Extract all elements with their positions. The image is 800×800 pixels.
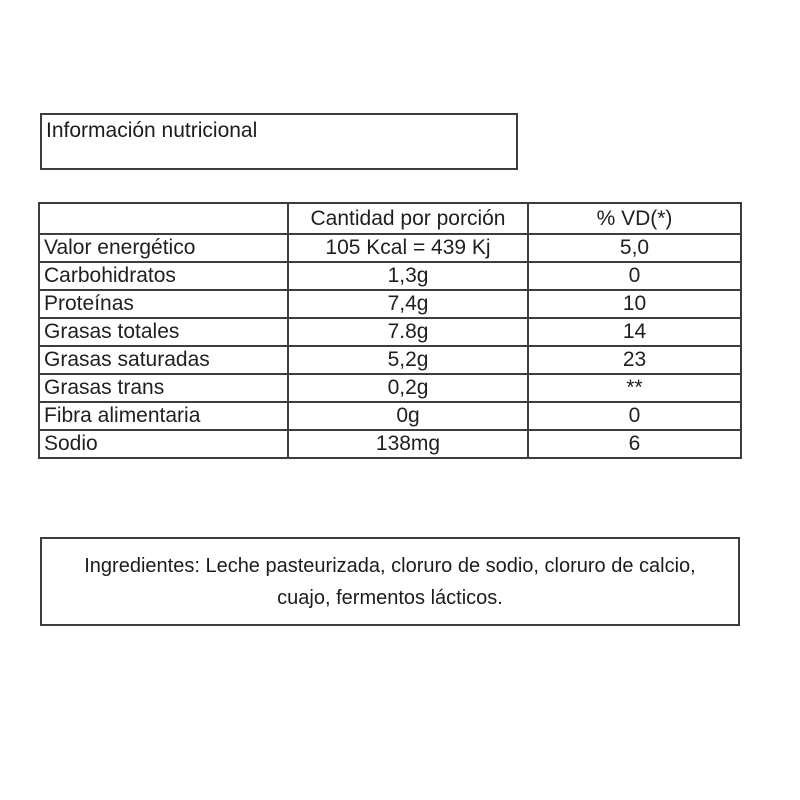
nutrition-info-title: Información nutricional [46, 119, 258, 142]
row-label: Valor energético [39, 234, 288, 262]
table-row [39, 262, 741, 290]
row-amount: 138mg [288, 430, 528, 458]
row-vd: 6 [528, 430, 741, 458]
table-row [39, 346, 741, 374]
table-row [39, 374, 741, 402]
table-row [39, 430, 741, 458]
nutrition-table [38, 202, 742, 459]
row-vd: 23 [528, 346, 741, 374]
table-row [39, 290, 741, 318]
row-amount: 7.8g [288, 318, 528, 346]
row-label: Sodio [39, 430, 288, 458]
row-amount: 5,2g [288, 346, 528, 374]
row-label: Carbohidratos [39, 262, 288, 290]
ingredients-text: Ingredientes: Leche pasteurizada, cloruro de sodio, cloruro de calcio, cuajo, fermentos lácticos. [84, 554, 696, 609]
ingredients-box [40, 537, 740, 626]
row-amount: 105 Kcal = 439 Kj [288, 234, 528, 262]
row-label: Grasas totales [39, 318, 288, 346]
row-amount: 0g [288, 402, 528, 430]
row-label: Grasas saturadas [39, 346, 288, 374]
row-amount: 7,4g [288, 290, 528, 318]
row-label: Fibra alimentaria [39, 402, 288, 430]
table-row [39, 402, 741, 430]
row-vd: 0 [528, 402, 741, 430]
row-label: Proteínas [39, 290, 288, 318]
row-vd: ** [528, 374, 741, 402]
row-amount: 1,3g [288, 262, 528, 290]
row-label: Grasas trans [39, 374, 288, 402]
table-row [39, 234, 741, 262]
row-vd: 14 [528, 318, 741, 346]
header-cell-amount: Cantidad por porción [288, 203, 528, 234]
row-vd: 5,0 [528, 234, 741, 262]
row-vd: 0 [528, 262, 741, 290]
table-row [39, 318, 741, 346]
header-cell-vd: % VD(*) [528, 203, 741, 234]
row-amount: 0,2g [288, 374, 528, 402]
table-header-row [39, 203, 741, 234]
nutrition-info-header-box [40, 113, 518, 170]
row-vd: 10 [528, 290, 741, 318]
header-cell-empty [39, 203, 288, 234]
